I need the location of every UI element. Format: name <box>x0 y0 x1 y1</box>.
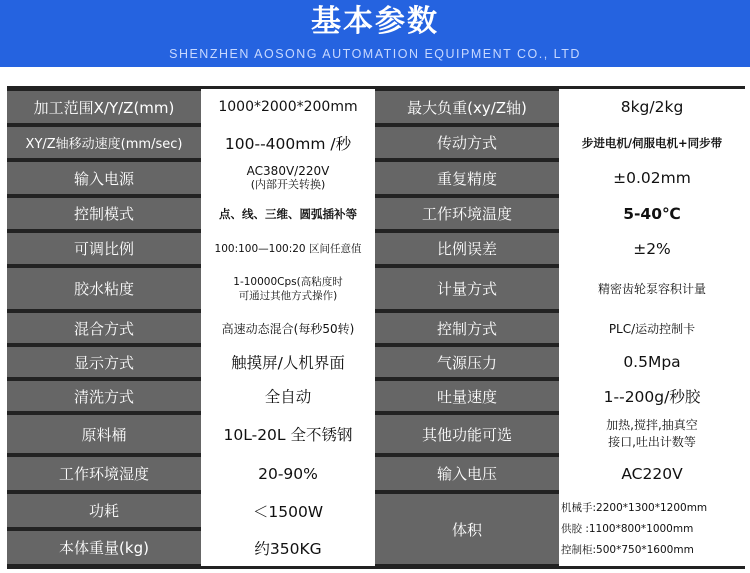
spec-label: 显示方式 <box>7 345 201 379</box>
spec-label: 清洗方式 <box>7 379 201 413</box>
spec-label: 气源压力 <box>375 345 559 379</box>
spec-value: ±2% <box>559 231 745 266</box>
company-subtitle: SHENZHEN AOSONG AUTOMATION EQUIPMENT CO., LTD <box>169 47 581 61</box>
spec-label: 功耗 <box>7 492 201 529</box>
spec-label: 混合方式 <box>7 311 201 345</box>
spec-value: 20-90% <box>201 455 375 492</box>
volume-line: 控制柜:500*750*1600mm <box>561 543 694 556</box>
spec-value <box>201 266 375 311</box>
spec-label: 加工范围X/Y/Z(mm) <box>7 89 201 125</box>
page-title: 基本参数 <box>311 4 439 39</box>
spec-label: 比例误差 <box>375 231 559 266</box>
spec-value-volume <box>559 492 745 566</box>
spec-label: 胶水粘度 <box>7 266 201 311</box>
spec-value-line: (内部开关转换) <box>250 178 326 191</box>
table-bottom-line <box>7 566 745 569</box>
spec-label: 工作环境温度 <box>375 196 559 231</box>
spec-table <box>7 86 745 569</box>
spec-label: 工作环境湿度 <box>7 455 201 492</box>
spec-value-line: 接口,吐出计数等 <box>608 435 696 449</box>
spec-value: PLC/运动控制卡 <box>559 311 745 345</box>
spec-value: 1000*2000*200mm <box>201 89 375 125</box>
spec-value: 精密齿轮泵容积计量 <box>559 266 745 311</box>
spec-value: ＜1500W <box>201 492 375 529</box>
spec-label: 重复精度 <box>375 160 559 196</box>
spec-value: 1--200g/秒胶 <box>559 379 745 413</box>
spec-value-line: 1-10000Cps(高粘度时 <box>233 275 343 288</box>
spec-value: 10L-20L 全不锈钢 <box>201 413 375 455</box>
spec-value: 点、线、三维、圆弧插补等 <box>201 196 375 231</box>
spec-label: 可调比例 <box>7 231 201 266</box>
header-banner <box>0 0 750 67</box>
spec-value: 5-40℃ <box>559 196 745 231</box>
spec-value <box>201 160 375 196</box>
spec-label: 输入电压 <box>375 455 559 492</box>
spec-value: 0.5Mpa <box>559 345 745 379</box>
spec-value: AC220V <box>559 455 745 492</box>
spec-label: 原料桶 <box>7 413 201 455</box>
spec-label: 吐量速度 <box>375 379 559 413</box>
spec-label: 计量方式 <box>375 266 559 311</box>
spec-value: 8kg/2kg <box>559 89 745 125</box>
spec-value: 步进电机/伺服电机+同步带 <box>559 125 745 160</box>
spec-label: 控制方式 <box>375 311 559 345</box>
volume-line: 机械手:2200*1300*1200mm <box>561 501 708 514</box>
spec-value: 100:100—100:20 区间任意值 <box>201 231 375 266</box>
spec-value: 约350KG <box>201 529 375 566</box>
spec-value-line: 加热,搅拌,抽真空 <box>606 418 698 432</box>
spec-label: 本体重量(kg) <box>7 529 201 566</box>
spec-label: 其他功能可选 <box>375 413 559 455</box>
volume-line: 供胶 :1100*800*1000mm <box>561 522 694 535</box>
spec-label: 输入电源 <box>7 160 201 196</box>
spec-label: 传动方式 <box>375 125 559 160</box>
spec-value: ±0.02mm <box>559 160 745 196</box>
spec-value-line: AC380V/220V <box>246 164 330 178</box>
spec-value: 全自动 <box>201 379 375 413</box>
spec-label: 控制模式 <box>7 196 201 231</box>
spec-value-line: 可通过其他方式操作) <box>238 289 338 302</box>
spec-label: 最大负重(xy/Z轴) <box>375 89 559 125</box>
spec-value: 触摸屏/人机界面 <box>201 345 375 379</box>
spec-value: 高速动态混合(每秒50转) <box>201 311 375 345</box>
spec-value <box>559 413 745 455</box>
spec-label: XY/Z轴移动速度(mm/sec) <box>7 125 201 160</box>
spec-label: 体积 <box>375 492 559 566</box>
spec-value: 100--400mm /秒 <box>201 125 375 160</box>
